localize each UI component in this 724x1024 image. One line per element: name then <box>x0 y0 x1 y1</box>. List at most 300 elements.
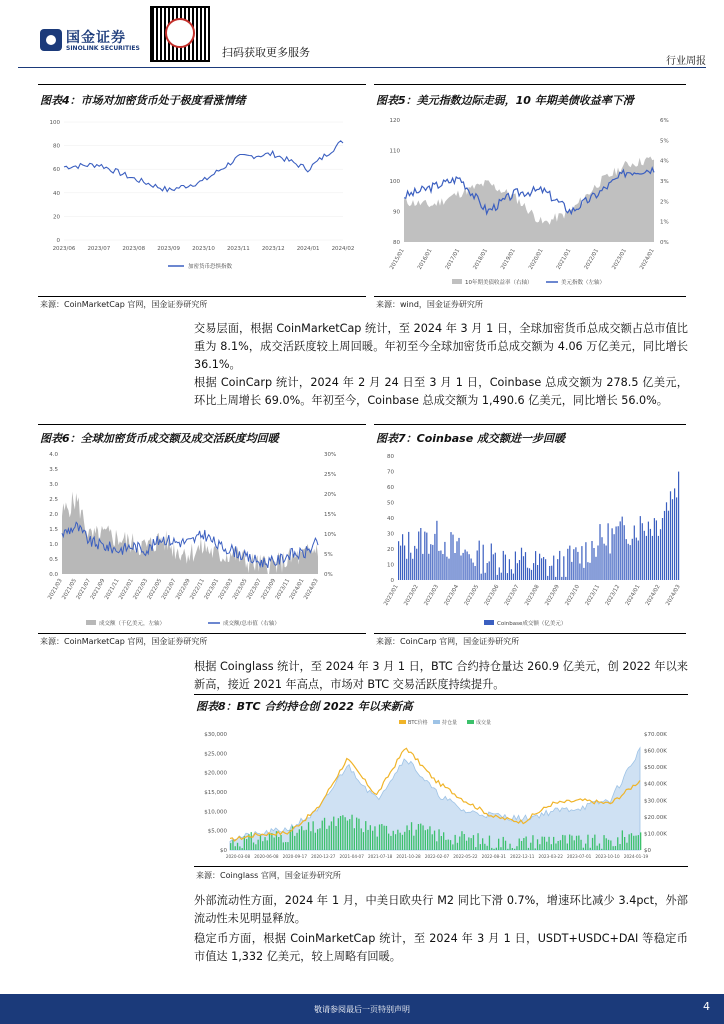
fig8-volume-bar <box>402 835 403 850</box>
fig8-volume-bar <box>500 847 501 850</box>
fig8-volume-bar <box>638 835 639 850</box>
fig8-volume-bar <box>464 834 465 850</box>
fig7-bar <box>444 542 445 580</box>
fig8-volume-bar <box>264 837 265 850</box>
fig6-yl-tick-label: 0.5 <box>49 557 58 563</box>
fig8-volume-bar <box>526 837 527 851</box>
fig8-volume-bar <box>507 849 508 850</box>
fig8-volume-bar <box>443 832 444 850</box>
fig8-yr-tick-label: $30.00K <box>644 798 667 805</box>
fig7-bar <box>487 563 488 580</box>
fig7-bar <box>571 562 572 580</box>
fig7-x-tick-label: 2023/03 <box>423 584 441 607</box>
fig8-volume-bar <box>434 831 435 850</box>
fig8-volume-bar <box>606 838 607 850</box>
fig8-volume-bar <box>521 841 522 850</box>
fig5-x-tick-label: 2022/01 <box>583 248 601 271</box>
fig7-bar <box>533 563 534 580</box>
fig7-x-tick-label: 2023/06 <box>483 584 501 607</box>
fig4-bottom-rule <box>38 296 366 297</box>
fig8-volume-bar <box>422 825 423 850</box>
fig7-x-tick-label: 2023/12 <box>604 584 622 607</box>
fig8-x-tick-label: 2020-09-17 <box>282 854 308 859</box>
fig6-x-tick-label: 2021/05 <box>61 578 78 601</box>
fig8-volume-bar <box>299 829 300 850</box>
fig5-title: 图表5：美元指数边际走弱，10 年期美债收益率下滑 <box>376 94 634 107</box>
fig8-volume-bar <box>461 831 462 850</box>
fig8-legend-swatch <box>467 720 474 724</box>
fig8-volume-bar <box>583 848 584 850</box>
fig7-bar <box>569 546 570 580</box>
fig7-bar <box>410 553 411 580</box>
fig8-volume-bar <box>246 839 247 850</box>
fig8-volume-bar <box>455 835 456 850</box>
fig6-x-tick-label: 2022/11 <box>189 578 206 601</box>
fig8-volume-bar <box>329 826 330 850</box>
fig7-x-tick-label: 2023/05 <box>463 584 481 607</box>
fig7-bar <box>515 552 516 581</box>
fig8-volume-bar <box>466 841 467 850</box>
fig7-bar <box>616 527 617 581</box>
fig7-y-tick-label: 80 <box>387 454 394 460</box>
fig4-y-tick-label: 60 <box>53 167 60 174</box>
fig7-bar <box>650 529 651 580</box>
fig8-volume-bar <box>324 818 325 850</box>
logo-mark-icon <box>40 29 62 51</box>
fig7-bar <box>585 542 586 580</box>
fig5-x-tick-label: 2016/01 <box>416 248 434 271</box>
fig8-volume-bar <box>530 843 531 850</box>
fig8-volume-bar <box>523 838 524 850</box>
fig8-volume-bar <box>397 830 398 850</box>
fig8-volume-bar <box>580 840 581 850</box>
fig6-yl-tick-label: 3.0 <box>49 482 58 488</box>
fig7-bar <box>555 577 556 580</box>
fig7-bar <box>527 568 528 580</box>
fig8-volume-bar <box>512 848 513 850</box>
fig8-volume-bar <box>544 837 545 850</box>
fig8-volume-bar <box>514 849 515 850</box>
fig7-bar <box>521 548 522 580</box>
fig8-volume-bar <box>587 835 588 850</box>
fig8-volume-bar <box>413 836 414 850</box>
fig6-yr-tick-label: 5% <box>324 552 333 558</box>
fig8-x-tick-label: 2021-10-28 <box>396 854 421 859</box>
fig8-volume-bar <box>303 830 304 850</box>
fig8-volume-bar <box>569 835 570 851</box>
fig7-bar <box>418 532 419 581</box>
fig7-y-tick-label: 50 <box>387 500 394 507</box>
fig6-yl-tick-label: 1.5 <box>49 527 58 533</box>
fig7-bar <box>656 520 657 580</box>
fig8-x-tick-label: 2023-07-01 <box>566 854 592 859</box>
fig6-x-tick-label: 2024/01 <box>288 578 306 601</box>
fig8-legend-label: 成交量 <box>476 720 492 726</box>
fig8-volume-bar <box>450 840 451 850</box>
fig8-volume-bar <box>532 835 533 850</box>
fig7-bar <box>589 563 590 580</box>
fig6-yl-tick-label: 1.0 <box>49 542 58 548</box>
fig8-source: 来源：Coinglass 官网，国金证券研究所 <box>196 871 341 880</box>
fig4-x-tick-label: 2024/01 <box>296 246 320 252</box>
fig7-bar <box>531 570 532 580</box>
fig7-top-rule <box>374 424 686 425</box>
fig4-top-rule <box>38 84 366 85</box>
fig8-yr-tick-label: $10.00K <box>644 831 667 838</box>
fig6-yr-tick-label: 30% <box>324 452 337 458</box>
fig7-bar <box>469 554 470 580</box>
fig7-bar <box>599 524 600 580</box>
fig6-yl-tick-label: 2.0 <box>49 512 58 518</box>
fig8-volume-bar <box>358 819 359 850</box>
fig5-x-tick-label: 2024/01 <box>639 248 656 271</box>
fig7-bar <box>525 552 526 580</box>
fig7-bar <box>628 544 629 580</box>
fig5-x-tick-label: 2020/01 <box>527 248 545 271</box>
fig4-x-tick-label: 2023/09 <box>157 246 181 252</box>
fig4-chart <box>38 110 366 290</box>
fig8-volume-bar <box>626 843 627 850</box>
fig8-volume-bar <box>546 842 547 850</box>
fig4-x-tick-label: 2023/12 <box>261 246 285 252</box>
fig8-title: 图表8：BTC 合约持仓创 2022 年以来新高 <box>196 700 413 713</box>
fig7-bar <box>434 534 435 580</box>
fig7-bar <box>583 568 584 580</box>
fig7-bar <box>565 577 566 580</box>
fig7-bar <box>646 536 647 580</box>
fig8-volume-bar <box>445 840 446 850</box>
fig8-volume-bar <box>537 839 538 850</box>
fig8-volume-bar <box>457 843 458 850</box>
fig5-bottom-rule <box>374 296 686 297</box>
fig8-x-tick-label: 2020-03-08 <box>225 854 251 859</box>
fig8-volume-bar <box>509 844 510 850</box>
fig7-bar <box>517 563 518 580</box>
fig8-volume-bar <box>356 818 357 850</box>
fig7-bar <box>537 565 538 580</box>
fig8-volume-bar <box>354 828 355 850</box>
fig7-bar <box>654 518 655 580</box>
fig7-bar <box>626 539 627 580</box>
fig7-bar <box>398 541 399 580</box>
fig6-x-tick-label: 2023/01 <box>203 578 221 601</box>
fig7-bar <box>638 541 639 581</box>
fig8-volume-bar <box>367 830 368 850</box>
fig7-bar <box>523 556 524 580</box>
fig7-bar <box>622 517 623 580</box>
fig7-bar <box>557 559 558 580</box>
fig8-volume-bar <box>608 840 609 850</box>
fig8-volume-bar <box>564 835 565 850</box>
qr-center-logo-icon <box>165 18 195 48</box>
fig8-yl-tick-label: $10,000 <box>204 809 227 816</box>
fig7-bar <box>553 556 554 580</box>
fig8-chart <box>194 716 688 862</box>
fig7-bar <box>400 546 401 580</box>
fig5-chart <box>374 110 686 290</box>
fig4-source: 来源：CoinMarketCap 官网，国金证券研究所 <box>40 300 208 309</box>
fig7-legend-swatch <box>484 620 494 625</box>
fig8-yr-tick-label: $70.00K <box>644 732 667 738</box>
fig8-volume-bar <box>409 830 410 850</box>
fig4-x-tick-label: 2024/02 <box>331 246 355 252</box>
fig8-volume-bar <box>624 837 625 850</box>
fig7-y-tick-label: 60 <box>387 485 394 491</box>
fig7-bar <box>581 546 582 580</box>
fig8-volume-bar <box>326 829 327 850</box>
fig8-volume-bar <box>436 841 437 850</box>
fig5-yl-tick-label: 90 <box>393 209 400 216</box>
fig5-yr-tick-label: 5% <box>660 138 669 145</box>
fig8-volume-bar <box>280 835 281 850</box>
fig6-x-tick-label: 2021/09 <box>89 578 107 601</box>
fig7-bar <box>545 559 546 580</box>
fig7-legend-label: Coinbase成交额（亿美元） <box>497 621 567 627</box>
fig7-bar <box>485 573 486 580</box>
fig7-bar <box>402 534 403 580</box>
fig8-volume-bar <box>267 840 268 850</box>
fig8-volume-bar <box>592 838 593 850</box>
fig7-title: 图表7：Coinbase 成交额进一步回暖 <box>376 432 566 445</box>
footer-disclaimer: 敬请参阅最后一页特别声明 <box>314 1005 410 1014</box>
fig8-volume-bar <box>319 828 320 850</box>
fig8-volume-bar <box>610 841 611 851</box>
fig8-yl-tick-label: $5,000 <box>207 828 227 835</box>
company-logo <box>40 27 140 57</box>
fig7-bar <box>652 536 653 580</box>
fig7-bar <box>438 551 439 580</box>
fig7-bar <box>414 546 415 580</box>
fig7-bar <box>491 544 492 581</box>
fig8-volume-bar <box>438 829 439 850</box>
fig4-x-tick-label: 2023/06 <box>52 246 76 252</box>
fig8-volume-bar <box>578 836 579 851</box>
fig7-x-tick-label: 2024/01 <box>624 584 642 607</box>
fig8-volume-bar <box>528 848 529 850</box>
fig8-volume-bar <box>294 836 295 850</box>
fig8-volume-bar <box>351 815 352 850</box>
fig7-bar <box>670 491 671 580</box>
fig7-bar <box>577 552 578 580</box>
fig7-bar <box>452 535 453 580</box>
fig7-bar <box>674 488 675 580</box>
fig8-volume-bar <box>503 837 504 850</box>
fig8-volume-bar <box>427 829 428 850</box>
fig8-volume-bar <box>301 826 302 850</box>
fig8-volume-bar <box>560 840 561 850</box>
paragraph-stablecoin: 稳定币方面，根据 CoinMarketCap 统计，至 2024 年 3 月 1 日，USDT+USDC+DAI 等稳定币市值达 1,332 亿美元，较上周略有回暖。 <box>194 932 688 963</box>
fig5-yr-tick-label: 6% <box>660 118 669 124</box>
fig7-source: 来源：CoinCarp 官网，国金证券研究所 <box>376 637 520 646</box>
fig7-bar <box>595 557 596 580</box>
fig8-legend-swatch <box>433 720 440 724</box>
fig7-bar <box>539 554 540 580</box>
fig7-bar <box>636 538 637 580</box>
fig8-volume-bar <box>310 831 311 850</box>
fig7-x-tick-label: 2023/08 <box>524 584 541 607</box>
fig7-bar <box>591 541 592 580</box>
fig8-volume-bar <box>542 837 543 850</box>
fig8-volume-bar <box>493 849 494 850</box>
fig7-chart <box>374 446 686 630</box>
fig7-bar <box>432 545 433 580</box>
fig8-volume-bar <box>232 840 233 850</box>
fig5-yr-tick-label: 4% <box>660 158 669 165</box>
fig8-volume-bar <box>416 830 417 850</box>
fig7-bar <box>630 545 631 580</box>
fig6-x-tick-label: 2021/07 <box>75 578 93 601</box>
fig7-y-tick-label: 20 <box>387 547 394 553</box>
fig5-yr-tick-label: 3% <box>660 179 669 185</box>
fig8-volume-bar <box>235 846 236 850</box>
fig8-volume-bar <box>459 837 460 851</box>
fig7-bar <box>456 541 457 580</box>
fig8-volume-bar <box>260 835 261 850</box>
fig5-x-tick-label: 2017/01 <box>444 248 462 271</box>
fig8-volume-bar <box>475 847 476 850</box>
fig7-x-tick-label: 2023/11 <box>584 584 602 607</box>
fig5-x-tick-label: 2018/01 <box>472 248 490 271</box>
fig8-volume-bar <box>448 840 449 851</box>
fig7-y-tick-label: 30 <box>387 531 394 538</box>
fig7-bar <box>593 548 594 580</box>
fig8-legend-swatch <box>399 720 406 724</box>
fig8-volume-bar <box>372 831 373 850</box>
fig8-volume-bar <box>571 836 572 850</box>
fig7-bar <box>601 537 602 580</box>
fig8-volume-bar <box>597 846 598 850</box>
report-type: 行业周报 <box>666 56 706 67</box>
fig7-y-tick-label: 70 <box>387 469 394 476</box>
fig6-yr-tick-label: 15% <box>324 512 337 518</box>
fig8-volume-bar <box>365 821 366 850</box>
fig7-bar <box>662 518 663 580</box>
fig7-bar <box>465 550 466 580</box>
fig7-bar <box>473 563 474 580</box>
fig6-yr-tick-label: 25% <box>324 472 337 478</box>
fig7-bar <box>422 554 423 580</box>
fig7-bar <box>664 511 665 580</box>
fig8-volume-bar <box>585 844 586 850</box>
fig7-bottom-rule <box>374 633 686 634</box>
fig7-bar <box>614 534 615 580</box>
fig8-volume-bar <box>633 836 634 850</box>
fig8-volume-bar <box>505 841 506 850</box>
fig5-top-rule <box>374 84 686 85</box>
fig8-x-tick-label: 2023-03-22 <box>538 854 563 859</box>
fig7-bar <box>634 526 635 581</box>
fig6-yl-tick-label: 4.0 <box>49 452 58 458</box>
fig8-volume-bar <box>551 844 552 850</box>
fig8-yl-tick-label: $0 <box>220 848 227 854</box>
fig5-x-tick-label: 2015/01 <box>389 248 406 271</box>
fig8-volume-bar <box>516 846 517 850</box>
fig6-x-tick-label: 2023/05 <box>231 578 249 601</box>
fig6-source: 来源：CoinMarketCap 官网，国金证券研究所 <box>40 637 208 646</box>
fig8-volume-bar <box>629 834 630 850</box>
fig4-y-tick-label: 40 <box>53 190 60 197</box>
fig7-x-tick-label: 2023/10 <box>564 584 582 607</box>
fig7-x-tick-label: 2023/04 <box>443 584 461 607</box>
fig7-bar <box>426 533 427 580</box>
fig5-legend-area-swatch <box>452 279 462 284</box>
fig6-legend-line-label: 成交额/总市值（右轴） <box>223 621 280 627</box>
paragraph-btc-oi: 根据 Coinglass 统计，至 2024 年 3 月 1 日，BTC 合约持仓量达 260.9 亿美元，创 2022 年以来新高，接近 2021 年高点，市场对 BTC 交易活跃度持续提升。 <box>194 660 688 691</box>
fig7-bar <box>446 557 447 580</box>
fig8-volume-bar <box>480 844 481 850</box>
fig7-bar <box>640 516 641 580</box>
fig8-volume-bar <box>562 835 563 850</box>
fig8-volume-bar <box>290 830 291 850</box>
fig8-volume-bar <box>418 824 419 850</box>
fig7-bar <box>460 556 461 581</box>
fig8-volume-bar <box>484 844 485 850</box>
fig7-bar <box>660 529 661 580</box>
fig8-volume-bar <box>230 843 231 850</box>
fig7-bar <box>561 577 562 580</box>
fig7-y-tick-label: 10 <box>387 562 394 569</box>
fig8-x-tick-label: 2022-02-07 <box>424 854 450 859</box>
fig8-volume-bar <box>594 835 595 850</box>
fig8-volume-bar <box>441 836 442 850</box>
fig8-top-rule <box>194 694 688 695</box>
fig7-bar <box>408 532 409 580</box>
fig7-bar <box>543 557 544 580</box>
fig7-bar <box>420 528 421 580</box>
fig4-title: 图表4：市场对加密货币处于极度看涨情绪 <box>40 94 246 107</box>
fig7-bar <box>567 549 568 580</box>
fig7-bar <box>676 497 677 580</box>
fig8-yl-tick-label: $25,000 <box>204 751 227 758</box>
fig8-volume-bar <box>347 821 348 850</box>
fig6-yr-tick-label: 0% <box>324 572 333 578</box>
fig7-bar <box>658 536 659 580</box>
fig4-y-tick-label: 0 <box>56 238 60 244</box>
fig8-volume-bar <box>599 844 600 851</box>
fig8-volume-bar <box>253 843 254 851</box>
paragraph-liquidity: 外部流动性方面，2024 年 1 月，中美日欧央行 M2 同比下滑 0.7%，增速环比减少 3.4pct，外部流动性未见明显释放。 <box>194 894 688 925</box>
fig8-volume-bar <box>429 826 430 850</box>
fig8-volume-bar <box>262 841 263 850</box>
fig8-volume-bar <box>381 824 382 850</box>
fig8-volume-bar <box>622 830 623 850</box>
fig7-bar <box>668 511 669 580</box>
fig6-yl-tick-label: 0.0 <box>49 572 58 578</box>
fig7-bar <box>507 573 508 580</box>
fig7-bar <box>467 552 468 581</box>
fig8-volume-bar <box>420 824 421 850</box>
fig6-chart <box>38 446 366 630</box>
fig7-bar <box>618 526 619 580</box>
fig8-volume-bar <box>306 830 307 850</box>
fig8-volume-bar <box>603 835 604 850</box>
fig8-bottom-rule <box>194 866 688 867</box>
fig5-yl-tick-label: 100 <box>389 179 400 185</box>
fig8-volume-bar <box>384 826 385 850</box>
fig7-bar <box>412 559 413 580</box>
logo-cn-text: 国金证券 <box>66 30 126 46</box>
fig8-x-tick-label: 2021-04-07 <box>339 854 364 859</box>
fig8-volume-bar <box>601 849 602 850</box>
fig8-volume-bar <box>258 840 259 850</box>
fig8-volume-bar <box>404 832 405 850</box>
fig7-bar <box>608 523 609 580</box>
fig7-x-tick-label: 2023/07 <box>503 584 521 607</box>
fig7-bar <box>610 554 611 581</box>
fig8-volume-bar <box>278 837 279 850</box>
fig8-x-tick-label: 2022-12-11 <box>510 854 535 859</box>
fig8-volume-bar <box>574 840 575 850</box>
